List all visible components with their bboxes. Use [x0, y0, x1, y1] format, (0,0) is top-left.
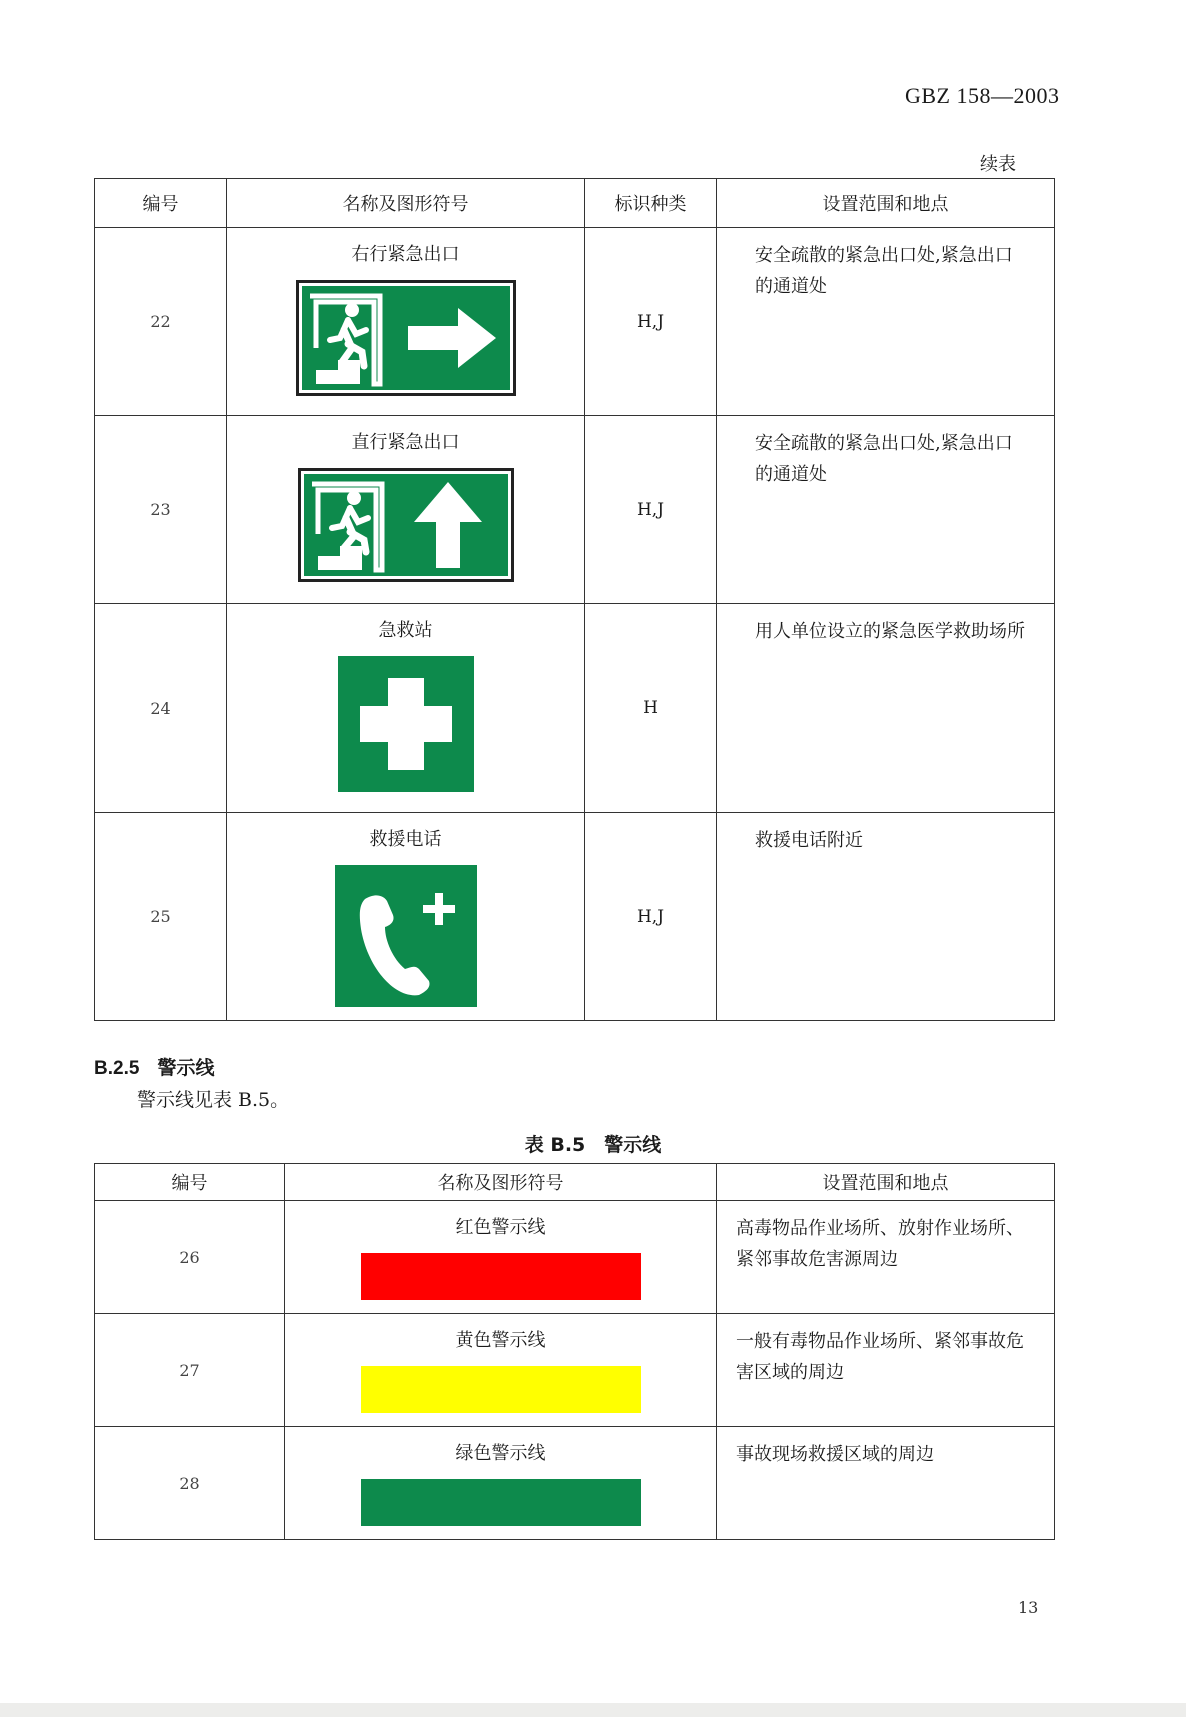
row-number: 28 — [95, 1427, 285, 1540]
standard-code: GBZ 158—2003 — [905, 83, 1060, 108]
col-header-location: 设置范围和地点 — [717, 1164, 1055, 1201]
section-text: 警示线见表 B.5。 — [137, 1089, 290, 1111]
first-aid-cross-icon — [338, 656, 474, 797]
sign-location: 用人单位设立的紧急医学救助场所 — [717, 604, 1055, 813]
sign-kind: H — [585, 604, 717, 813]
row-number: 26 — [95, 1201, 285, 1314]
line-name: 红色警示线 — [455, 1217, 546, 1238]
table-row — [95, 416, 1055, 604]
warning-line-table — [94, 1163, 1055, 1540]
col-header-number: 编号 — [95, 179, 227, 228]
table-title: 表 B.5 警示线 — [524, 1134, 662, 1156]
table-row — [95, 228, 1055, 416]
sign-cell — [227, 604, 585, 813]
row-number: 23 — [95, 416, 227, 604]
sign-location: 安全疏散的紧急出口处,紧急出口的通道处 — [717, 228, 1055, 416]
yellow-warning-line — [361, 1366, 641, 1413]
line-location: 事故现场救援区域的周边 — [717, 1427, 1055, 1540]
table-row — [95, 1427, 1055, 1540]
line-name: 黄色警示线 — [455, 1330, 546, 1351]
line-name: 绿色警示线 — [455, 1443, 546, 1464]
exit-right-sign-icon — [296, 280, 516, 401]
sign-cell — [227, 813, 585, 1021]
sign-kind: H,J — [585, 228, 717, 416]
row-number: 25 — [95, 813, 227, 1021]
table-row — [95, 1201, 1055, 1314]
table-row — [95, 1314, 1055, 1427]
page-number: 13 — [1018, 1598, 1039, 1617]
col-header-location: 设置范围和地点 — [717, 179, 1055, 228]
row-number: 22 — [95, 228, 227, 416]
section-number: B.2.5 — [94, 1058, 140, 1079]
table-header-row — [95, 179, 1055, 228]
green-warning-line — [361, 1479, 641, 1526]
sign-location: 安全疏散的紧急出口处,紧急出口的通道处 — [717, 416, 1055, 604]
row-number: 24 — [95, 604, 227, 813]
section-title: 警示线 — [157, 1058, 215, 1079]
sign-cell — [285, 1427, 717, 1540]
sign-name: 急救站 — [378, 620, 433, 641]
scan-edge — [0, 1703, 1186, 1717]
section-heading — [94, 1053, 215, 1080]
table-header-row — [95, 1164, 1055, 1201]
sign-cell — [285, 1314, 717, 1427]
exit-straight-sign-icon — [298, 468, 514, 587]
sign-cell — [227, 228, 585, 416]
sign-name: 救援电话 — [369, 829, 442, 850]
row-number: 27 — [95, 1314, 285, 1427]
line-location: 一般有毒物品作业场所、紧邻事故危害区域的周边 — [717, 1314, 1055, 1427]
sign-kind: H,J — [585, 416, 717, 604]
col-header-name: 名称及图形符号 — [227, 179, 585, 228]
col-header-name: 名称及图形符号 — [285, 1164, 717, 1201]
sign-name: 直行紧急出口 — [351, 432, 460, 453]
sign-name: 右行紧急出口 — [351, 244, 460, 265]
sign-cell — [227, 416, 585, 604]
sign-location: 救援电话附近 — [717, 813, 1055, 1021]
table-row — [95, 604, 1055, 813]
continued-label: 续表 — [980, 154, 1016, 175]
table-row — [95, 813, 1055, 1021]
col-header-kind: 标识种类 — [585, 179, 717, 228]
line-location: 高毒物品作业场所、放射作业场所、紧邻事故危害源周边 — [717, 1201, 1055, 1314]
emergency-phone-icon — [335, 865, 477, 1012]
sign-table — [94, 178, 1055, 1021]
red-warning-line — [361, 1253, 641, 1300]
sign-kind: H,J — [585, 813, 717, 1021]
sign-cell — [285, 1201, 717, 1314]
col-header-number: 编号 — [95, 1164, 285, 1201]
